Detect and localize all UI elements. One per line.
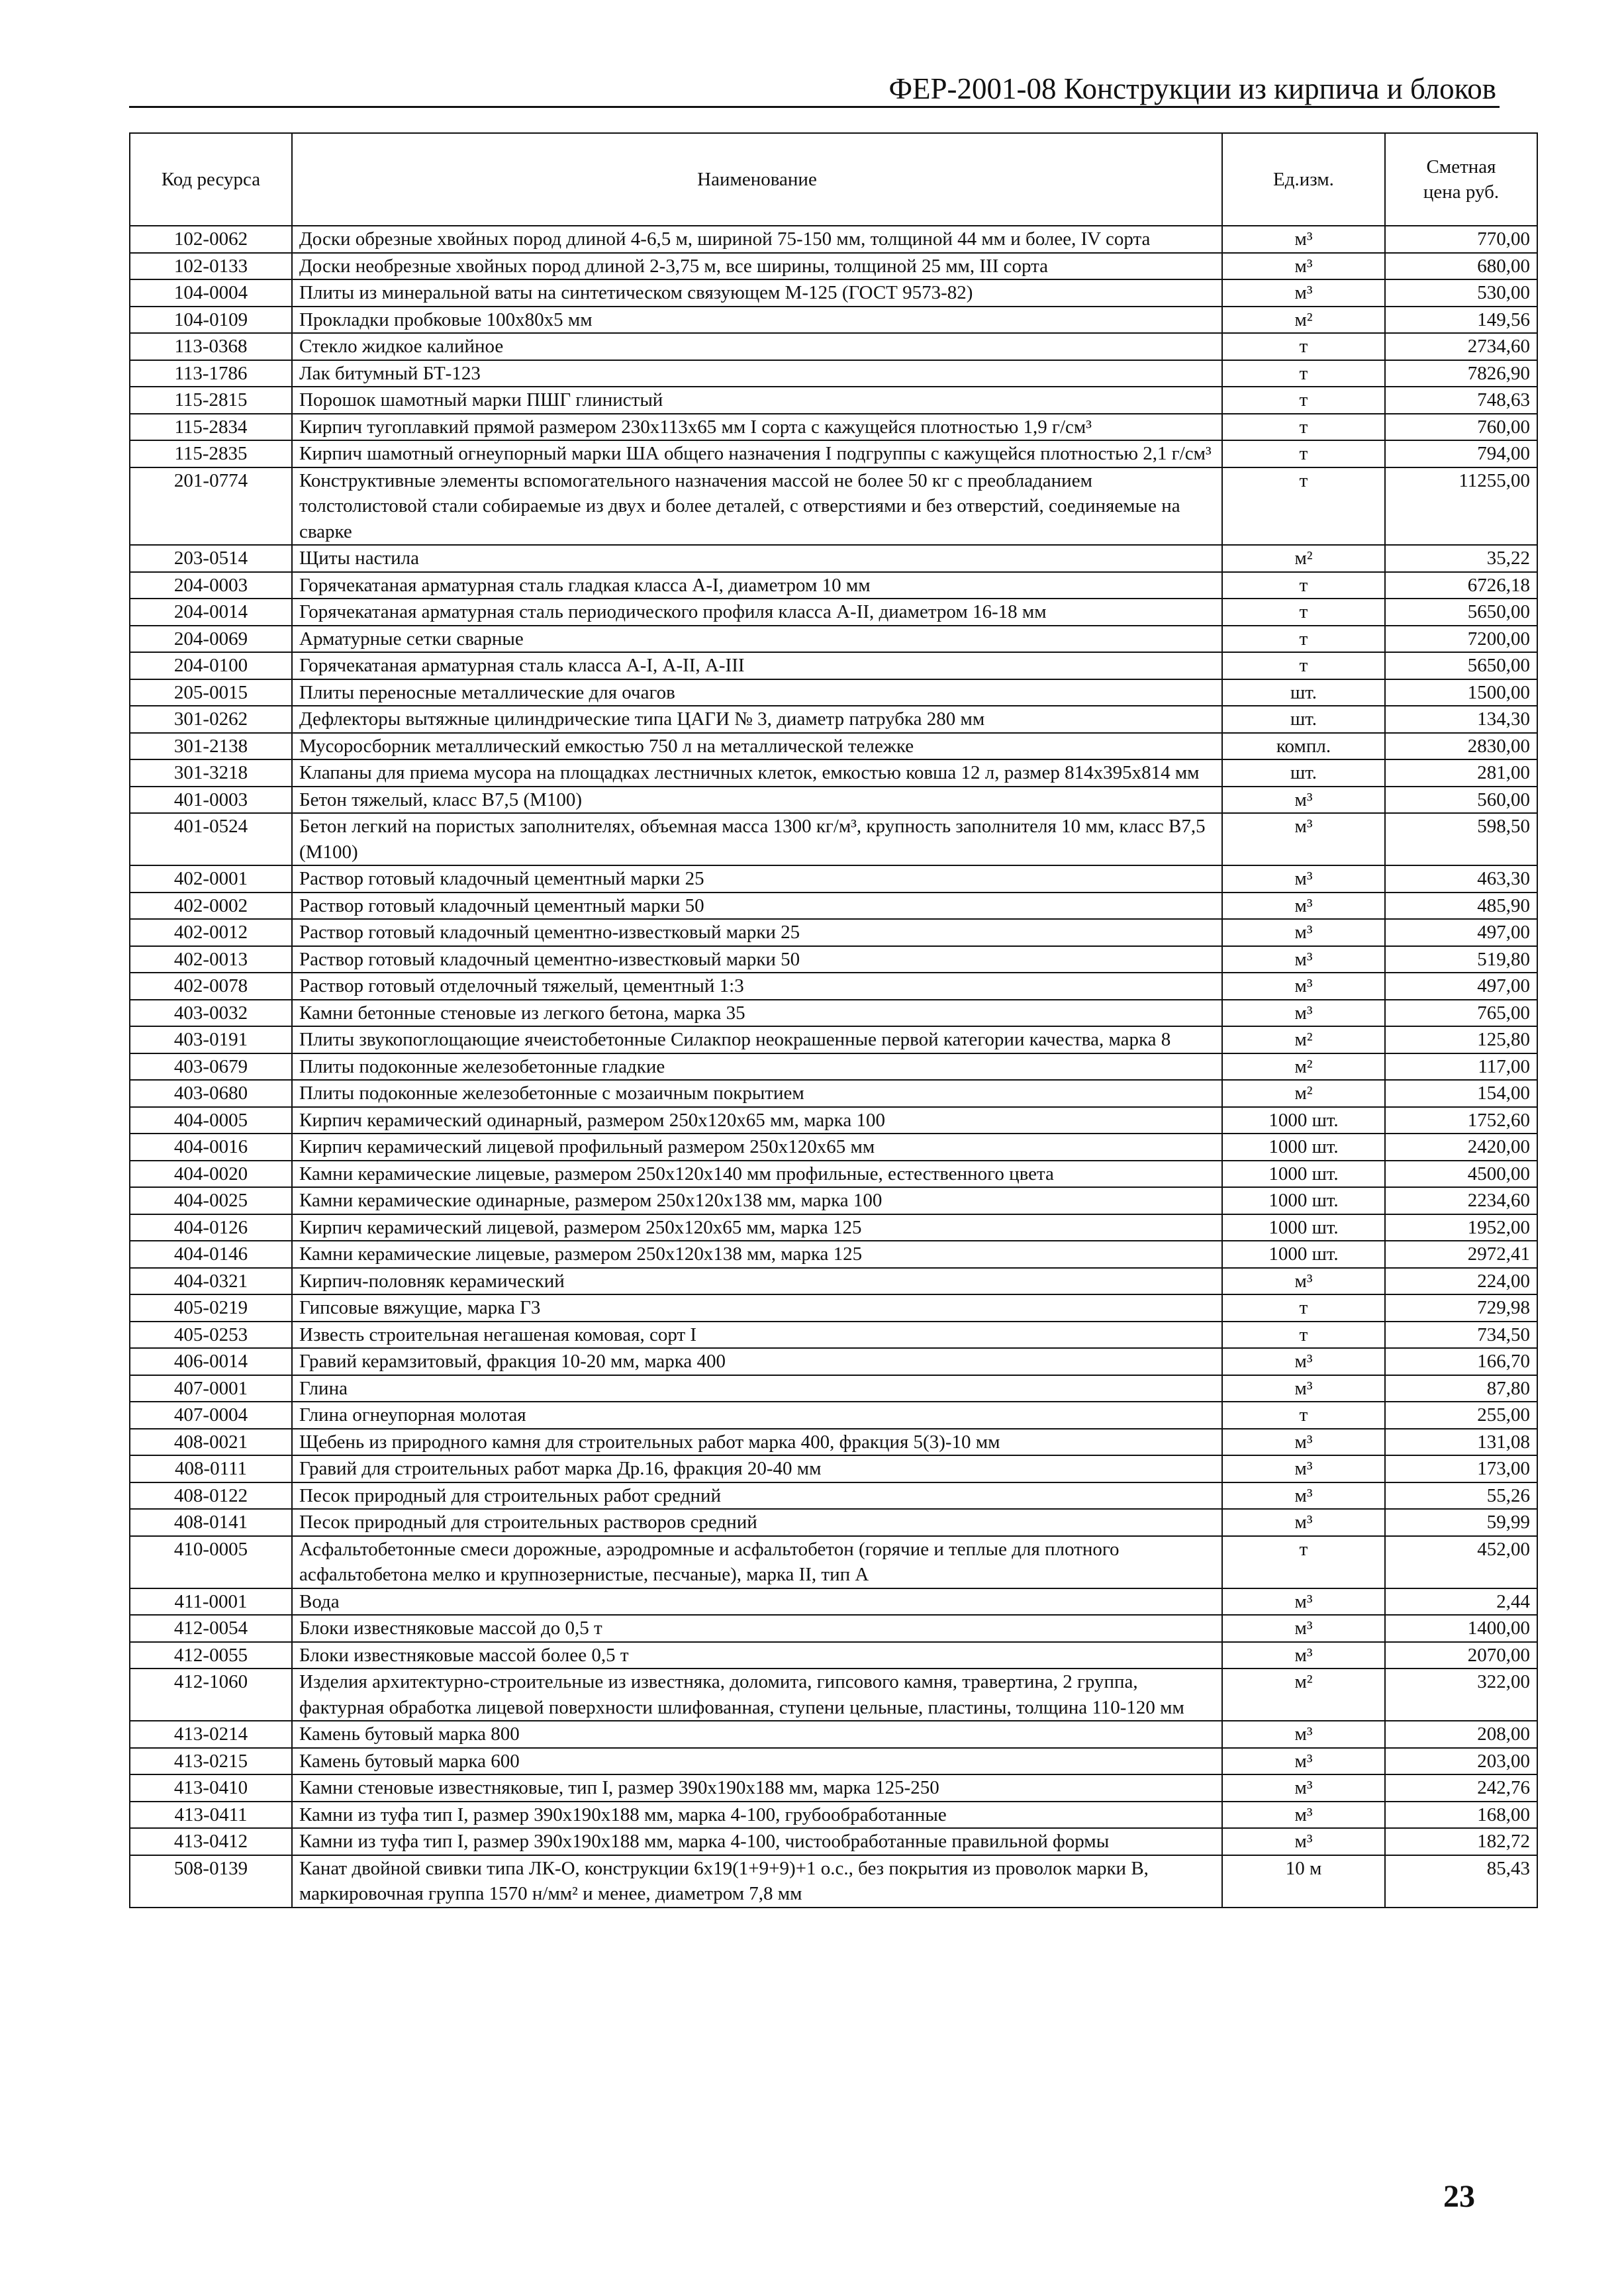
resource-name-cell: Мусоросборник металлический емкостью 750 л на металлической тележке <box>292 733 1222 760</box>
resource-code-cell: 113-0368 <box>130 333 292 360</box>
resource-name-cell: Гравий керамзитовый, фракция 10-20 мм, марка 400 <box>292 1348 1222 1375</box>
table-row <box>130 1721 1537 1748</box>
unit-cell: м³ <box>1222 919 1385 946</box>
page-header-title: ФЕР-2001-08 Конструкции из кирпича и блоков <box>888 72 1496 105</box>
price-cell: 497,00 <box>1385 973 1537 1000</box>
table-row <box>130 1748 1537 1775</box>
price-cell: 2830,00 <box>1385 733 1537 760</box>
resource-code-cell: 115-2835 <box>130 440 292 467</box>
resource-code-cell: 401-0524 <box>130 813 292 865</box>
column-header-code: Код ресурса <box>130 133 292 226</box>
resource-name-cell: Асфальтобетонные смеси дорожные, аэродромные и асфальтобетон (горячие и теплые для плотного асфальтобетона мелко и крупнозернистые, песчаные), марка II, тип А <box>292 1536 1222 1588</box>
resource-name-cell: Глина огнеупорная молотая <box>292 1402 1222 1429</box>
price-cell: 770,00 <box>1385 226 1537 253</box>
unit-cell: м³ <box>1222 1375 1385 1402</box>
price-cell: 748,63 <box>1385 387 1537 414</box>
resource-name-cell: Кирпич шамотный огнеупорный марки ША общего назначения I подгруппы с кажущейся плотностью 2,1 г/см³ <box>292 440 1222 467</box>
unit-cell: м³ <box>1222 1000 1385 1027</box>
table-row <box>130 1855 1537 1908</box>
resource-code-cell: 204-0014 <box>130 599 292 626</box>
table-row <box>130 1322 1537 1349</box>
price-cell: 1400,00 <box>1385 1615 1537 1642</box>
table-row <box>130 1268 1537 1295</box>
resource-name-cell: Канат двойной свивки типа ЛК-О, конструкции 6x19(1+9+9)+1 о.с., без покрытия из проволок марки В, маркировочная группа 1570 н/мм² и менее, диаметром 7,8 мм <box>292 1855 1222 1908</box>
price-cell: 519,80 <box>1385 946 1537 973</box>
resource-name-cell: Стекло жидкое калийное <box>292 333 1222 360</box>
table-row <box>130 865 1537 893</box>
resource-name-cell: Лак битумный БТ-123 <box>292 360 1222 387</box>
resource-code-cell: 301-2138 <box>130 733 292 760</box>
table-row <box>130 1802 1537 1829</box>
unit-cell: 1000 шт. <box>1222 1241 1385 1268</box>
price-cell: 560,00 <box>1385 787 1537 814</box>
resource-code-cell: 405-0219 <box>130 1294 292 1322</box>
unit-cell: 1000 шт. <box>1222 1187 1385 1214</box>
unit-cell: т <box>1222 467 1385 546</box>
table-row <box>130 440 1537 467</box>
unit-cell: м³ <box>1222 787 1385 814</box>
unit-cell: 1000 шт. <box>1222 1161 1385 1188</box>
table-row <box>130 1482 1537 1510</box>
resource-code-cell: 402-0002 <box>130 893 292 920</box>
table-row <box>130 414 1537 441</box>
unit-cell: м² <box>1222 307 1385 334</box>
resource-code-cell: 408-0021 <box>130 1429 292 1456</box>
resource-name-cell: Дефлекторы вытяжные цилиндрические типа ЦАГИ № 3, диаметр патрубка 280 мм <box>292 706 1222 733</box>
resource-code-cell: 201-0774 <box>130 467 292 546</box>
resource-code-cell: 413-0412 <box>130 1828 292 1855</box>
table-row <box>130 1134 1537 1161</box>
resource-name-cell: Песок природный для строительных работ средний <box>292 1482 1222 1510</box>
resource-code-cell: 402-0013 <box>130 946 292 973</box>
unit-cell: м³ <box>1222 253 1385 280</box>
resource-name-cell: Кирпич керамический одинарный, размером 250x120x65 мм, марка 100 <box>292 1107 1222 1134</box>
resource-name-cell: Плиты подоконные железобетонные гладкие <box>292 1053 1222 1081</box>
resource-code-cell: 401-0003 <box>130 787 292 814</box>
resource-code-cell: 402-0001 <box>130 865 292 893</box>
resource-name-cell: Камни стеновые известняковые, тип I, размер 390x190x188 мм, марка 125-250 <box>292 1774 1222 1802</box>
unit-cell: м³ <box>1222 1642 1385 1669</box>
unit-cell: т <box>1222 652 1385 679</box>
table-row <box>130 1642 1537 1669</box>
unit-cell: м³ <box>1222 1268 1385 1295</box>
resource-name-cell: Горячекатаная арматурная сталь класса А-I, А-II, А-III <box>292 652 1222 679</box>
resource-name-cell: Конструктивные элементы вспомогательного назначения массой не более 50 кг с преобладанием толстолистовой стали собираемые из двух и более деталей, с отверстиями и без отверстий, соединяемые на сварке <box>292 467 1222 546</box>
unit-cell: м³ <box>1222 813 1385 865</box>
resource-code-cell: 405-0253 <box>130 1322 292 1349</box>
price-cell: 125,80 <box>1385 1026 1537 1053</box>
resource-name-cell: Блоки известняковые массой более 0,5 т <box>292 1642 1222 1669</box>
price-cell: 182,72 <box>1385 1828 1537 1855</box>
resource-code-cell: 403-0680 <box>130 1080 292 1107</box>
table-header-row <box>130 133 1537 226</box>
resource-name-cell: Изделия архитектурно-строительные из известняка, доломита, гипсового камня, травертина, 2 группа, фактурная обработка лицевой поверхности шлифованная, ступени цельные, пластины, толщина 110-120 мм <box>292 1669 1222 1721</box>
unit-cell: 1000 шт. <box>1222 1214 1385 1241</box>
resource-name-cell: Горячекатаная арматурная сталь гладкая класса А-I, диаметром 10 мм <box>292 572 1222 599</box>
price-cell: 765,00 <box>1385 1000 1537 1027</box>
table-row <box>130 919 1537 946</box>
resource-name-cell: Камень бутовый марка 600 <box>292 1748 1222 1775</box>
table-row <box>130 1241 1537 1268</box>
price-cell: 5650,00 <box>1385 652 1537 679</box>
price-cell: 59,99 <box>1385 1509 1537 1536</box>
table-row <box>130 1615 1537 1642</box>
price-cell: 2972,41 <box>1385 1241 1537 1268</box>
table-row <box>130 1187 1537 1214</box>
resource-code-cell: 104-0004 <box>130 279 292 307</box>
resource-name-cell: Плиты из минеральной ваты на синтетическом связующем М-125 (ГОСТ 9573-82) <box>292 279 1222 307</box>
column-header-name: Наименование <box>292 133 1222 226</box>
unit-cell: м³ <box>1222 1721 1385 1748</box>
price-cell: 734,50 <box>1385 1322 1537 1349</box>
unit-cell: м³ <box>1222 1455 1385 1482</box>
unit-cell: м³ <box>1222 1429 1385 1456</box>
header-rule <box>129 106 1500 108</box>
resource-code-cell: 115-2815 <box>130 387 292 414</box>
table-row <box>130 1669 1537 1721</box>
table-row <box>130 1429 1537 1456</box>
table-row <box>130 706 1537 733</box>
resource-code-cell: 404-0016 <box>130 1134 292 1161</box>
resource-name-cell: Раствор готовый кладочный цементный марки 25 <box>292 865 1222 893</box>
table-row <box>130 813 1537 865</box>
resource-code-cell: 412-0054 <box>130 1615 292 1642</box>
unit-cell: м³ <box>1222 226 1385 253</box>
unit-cell: т <box>1222 387 1385 414</box>
unit-cell: м³ <box>1222 1615 1385 1642</box>
table-row <box>130 1026 1537 1053</box>
table-row <box>130 253 1537 280</box>
price-cell: 5650,00 <box>1385 599 1537 626</box>
table-row <box>130 1053 1537 1081</box>
resource-name-cell: Кирпич тугоплавкий прямой размером 230x113x65 мм I сорта с кажущейся плотностью 1,9 г/см³ <box>292 414 1222 441</box>
price-cell: 166,70 <box>1385 1348 1537 1375</box>
resource-code-cell: 408-0141 <box>130 1509 292 1536</box>
unit-cell: т <box>1222 1536 1385 1588</box>
price-cell: 134,30 <box>1385 706 1537 733</box>
resource-code-cell: 410-0005 <box>130 1536 292 1588</box>
table-row <box>130 1375 1537 1402</box>
unit-cell: т <box>1222 333 1385 360</box>
column-header-price: Сметная цена руб. <box>1385 133 1537 226</box>
unit-cell: м² <box>1222 1080 1385 1107</box>
table-row <box>130 1294 1537 1322</box>
table-row <box>130 1000 1537 1027</box>
resource-code-cell: 403-0032 <box>130 1000 292 1027</box>
resource-code-cell: 204-0003 <box>130 572 292 599</box>
resource-name-cell: Кирпич-половняк керамический <box>292 1268 1222 1295</box>
unit-cell: 1000 шт. <box>1222 1134 1385 1161</box>
resource-name-cell: Песок природный для строительных растворов средний <box>292 1509 1222 1536</box>
price-cell: 452,00 <box>1385 1536 1537 1588</box>
resource-name-cell: Бетон тяжелый, класс В7,5 (М100) <box>292 787 1222 814</box>
price-cell: 55,26 <box>1385 1482 1537 1510</box>
resource-name-cell: Камень бутовый марка 800 <box>292 1721 1222 1748</box>
resource-code-cell: 402-0078 <box>130 973 292 1000</box>
price-cell: 680,00 <box>1385 253 1537 280</box>
table-row <box>130 599 1537 626</box>
resource-name-cell: Кирпич керамический лицевой профильный размером 250x120x65 мм <box>292 1134 1222 1161</box>
unit-cell: м² <box>1222 1026 1385 1053</box>
price-cell: 2,44 <box>1385 1588 1537 1616</box>
resource-name-cell: Клапаны для приема мусора на площадках лестничных клеток, емкостью ковша 12 л, размер 814x395x814 мм <box>292 759 1222 787</box>
resource-code-cell: 407-0001 <box>130 1375 292 1402</box>
resource-code-cell: 113-1786 <box>130 360 292 387</box>
table-row <box>130 652 1537 679</box>
unit-cell: м³ <box>1222 946 1385 973</box>
unit-cell: м³ <box>1222 1509 1385 1536</box>
resource-name-cell: Камни из туфа тип I, размер 390x190x188 мм, марка 4-100, грубообработанные <box>292 1802 1222 1829</box>
price-cell: 203,00 <box>1385 1748 1537 1775</box>
resource-code-cell: 508-0139 <box>130 1855 292 1908</box>
resource-code-cell: 408-0122 <box>130 1482 292 1510</box>
resource-code-cell: 412-1060 <box>130 1669 292 1721</box>
resource-code-cell: 403-0191 <box>130 1026 292 1053</box>
table-row <box>130 307 1537 334</box>
resource-code-cell: 404-0321 <box>130 1268 292 1295</box>
resource-code-cell: 407-0004 <box>130 1402 292 1429</box>
resource-name-cell: Доски обрезные хвойных пород длиной 4-6,5 м, шириной 75-150 мм, толщиной 44 мм и более, IV сорта <box>292 226 1222 253</box>
price-cell: 87,80 <box>1385 1375 1537 1402</box>
unit-cell: м³ <box>1222 1774 1385 1802</box>
resource-name-cell: Бетон легкий на пористых заполнителях, объемная масса 1300 кг/м³, крупность заполнителя 10 мм, класс В7,5 (М100) <box>292 813 1222 865</box>
table-row <box>130 1774 1537 1802</box>
table-row <box>130 679 1537 706</box>
price-cell: 2420,00 <box>1385 1134 1537 1161</box>
price-cell: 168,00 <box>1385 1802 1537 1829</box>
unit-cell: компл. <box>1222 733 1385 760</box>
price-cell: 1752,60 <box>1385 1107 1537 1134</box>
price-cell: 7200,00 <box>1385 626 1537 653</box>
unit-cell: 1000 шт. <box>1222 1107 1385 1134</box>
price-cell: 322,00 <box>1385 1669 1537 1721</box>
table-row <box>130 360 1537 387</box>
table-row <box>130 572 1537 599</box>
table-row <box>130 973 1537 1000</box>
unit-cell: м³ <box>1222 1828 1385 1855</box>
price-cell: 598,50 <box>1385 813 1537 865</box>
resource-name-cell: Известь строительная негашеная комовая, сорт I <box>292 1322 1222 1349</box>
resource-name-cell: Плиты переносные металлические для очагов <box>292 679 1222 706</box>
unit-cell: т <box>1222 599 1385 626</box>
table-row <box>130 387 1537 414</box>
unit-cell: м³ <box>1222 1348 1385 1375</box>
resource-name-cell: Раствор готовый кладочный цементно-известковый марки 25 <box>292 919 1222 946</box>
page-number: 23 <box>1443 2179 1475 2214</box>
unit-cell: м³ <box>1222 865 1385 893</box>
resource-name-cell: Гравий для строительных работ марка Др.16, фракция 20-40 мм <box>292 1455 1222 1482</box>
price-cell: 242,76 <box>1385 1774 1537 1802</box>
resource-code-cell: 406-0014 <box>130 1348 292 1375</box>
resource-name-cell: Камни керамические лицевые, размером 250x120x138 мм, марка 125 <box>292 1241 1222 1268</box>
unit-cell: м³ <box>1222 1482 1385 1510</box>
table-body <box>130 226 1537 1908</box>
price-cell: 760,00 <box>1385 414 1537 441</box>
unit-cell: м³ <box>1222 1588 1385 1616</box>
resource-code-cell: 413-0214 <box>130 1721 292 1748</box>
unit-cell: т <box>1222 1294 1385 1322</box>
unit-cell: шт. <box>1222 706 1385 733</box>
unit-cell: т <box>1222 414 1385 441</box>
table-row <box>130 893 1537 920</box>
table-row <box>130 1161 1537 1188</box>
resource-code-cell: 204-0069 <box>130 626 292 653</box>
unit-cell: 10 м <box>1222 1855 1385 1908</box>
unit-cell: шт. <box>1222 679 1385 706</box>
price-cell: 497,00 <box>1385 919 1537 946</box>
unit-cell: т <box>1222 626 1385 653</box>
resource-code-cell: 404-0126 <box>130 1214 292 1241</box>
resource-code-cell: 404-0020 <box>130 1161 292 1188</box>
resource-code-cell: 301-3218 <box>130 759 292 787</box>
resource-code-cell: 403-0679 <box>130 1053 292 1081</box>
unit-cell: м³ <box>1222 1802 1385 1829</box>
resource-code-cell: 404-0146 <box>130 1241 292 1268</box>
unit-cell: т <box>1222 1322 1385 1349</box>
resource-name-cell: Гипсовые вяжущие, марка Г3 <box>292 1294 1222 1322</box>
unit-cell: м³ <box>1222 279 1385 307</box>
resource-name-cell: Горячекатаная арматурная сталь периодического профиля класса А-II, диаметром 16-18 мм <box>292 599 1222 626</box>
resource-code-cell: 408-0111 <box>130 1455 292 1482</box>
price-cell: 794,00 <box>1385 440 1537 467</box>
table-row <box>130 545 1537 572</box>
price-cell: 6726,18 <box>1385 572 1537 599</box>
resource-code-cell: 203-0514 <box>130 545 292 572</box>
price-cell: 281,00 <box>1385 759 1537 787</box>
price-cell: 4500,00 <box>1385 1161 1537 1188</box>
resource-name-cell: Камни керамические одинарные, размером 250x120x138 мм, марка 100 <box>292 1187 1222 1214</box>
price-cell: 1952,00 <box>1385 1214 1537 1241</box>
resource-name-cell: Арматурные сетки сварные <box>292 626 1222 653</box>
resource-code-cell: 402-0012 <box>130 919 292 946</box>
table-row <box>130 467 1537 546</box>
resource-name-cell: Раствор готовый кладочный цементный марки 50 <box>292 893 1222 920</box>
price-cell: 154,00 <box>1385 1080 1537 1107</box>
price-cell: 485,90 <box>1385 893 1537 920</box>
table-row <box>130 333 1537 360</box>
table-row <box>130 1107 1537 1134</box>
price-cell: 208,00 <box>1385 1721 1537 1748</box>
table-row <box>130 1402 1537 1429</box>
table-row <box>130 759 1537 787</box>
price-cell: 255,00 <box>1385 1402 1537 1429</box>
resource-code-cell: 204-0100 <box>130 652 292 679</box>
price-cell: 149,56 <box>1385 307 1537 334</box>
resource-code-cell: 102-0062 <box>130 226 292 253</box>
price-cell: 11255,00 <box>1385 467 1537 546</box>
resource-code-cell: 413-0215 <box>130 1748 292 1775</box>
price-cell: 2734,60 <box>1385 333 1537 360</box>
price-cell: 729,98 <box>1385 1294 1537 1322</box>
price-cell: 2070,00 <box>1385 1642 1537 1669</box>
table-row <box>130 946 1537 973</box>
price-cell: 85,43 <box>1385 1855 1537 1908</box>
resource-name-cell: Раствор готовый отделочный тяжелый, цементный 1:3 <box>292 973 1222 1000</box>
resource-code-cell: 102-0133 <box>130 253 292 280</box>
price-cell: 117,00 <box>1385 1053 1537 1081</box>
price-cell: 1500,00 <box>1385 679 1537 706</box>
table-row <box>130 626 1537 653</box>
resource-name-cell: Вода <box>292 1588 1222 1616</box>
resource-name-cell: Камни бетонные стеновые из легкого бетона, марка 35 <box>292 1000 1222 1027</box>
price-cell: 463,30 <box>1385 865 1537 893</box>
table-row <box>130 1080 1537 1107</box>
resource-code-cell: 411-0001 <box>130 1588 292 1616</box>
resource-name-cell: Блоки известняковые массой до 0,5 т <box>292 1615 1222 1642</box>
price-cell: 7826,90 <box>1385 360 1537 387</box>
unit-cell: м² <box>1222 1053 1385 1081</box>
resource-code-cell: 301-0262 <box>130 706 292 733</box>
resource-code-cell: 104-0109 <box>130 307 292 334</box>
price-cell: 2234,60 <box>1385 1187 1537 1214</box>
unit-cell: т <box>1222 360 1385 387</box>
table-row <box>130 787 1537 814</box>
price-cell: 131,08 <box>1385 1429 1537 1456</box>
resource-code-cell: 404-0005 <box>130 1107 292 1134</box>
unit-cell: т <box>1222 572 1385 599</box>
price-cell: 530,00 <box>1385 279 1537 307</box>
table-row <box>130 1828 1537 1855</box>
resource-name-cell: Камни керамические лицевые, размером 250x120x140 мм профильные, естественного цвета <box>292 1161 1222 1188</box>
table-row <box>130 1455 1537 1482</box>
table-row <box>130 1509 1537 1536</box>
resource-code-cell: 413-0411 <box>130 1802 292 1829</box>
table-row <box>130 733 1537 760</box>
table-row <box>130 226 1537 253</box>
resource-name-cell: Кирпич керамический лицевой, размером 250x120x65 мм, марка 125 <box>292 1214 1222 1241</box>
resource-code-cell: 115-2834 <box>130 414 292 441</box>
resource-table <box>129 132 1538 1908</box>
resource-code-cell: 205-0015 <box>130 679 292 706</box>
resource-name-cell: Доски необрезные хвойных пород длиной 2-3,75 м, все ширины, толщиной 25 мм, III сорта <box>292 253 1222 280</box>
resource-code-cell: 413-0410 <box>130 1774 292 1802</box>
resource-name-cell: Порошок шамотный марки ПШГ глинистый <box>292 387 1222 414</box>
table-row <box>130 1588 1537 1616</box>
table-row <box>130 1348 1537 1375</box>
price-cell: 224,00 <box>1385 1268 1537 1295</box>
resource-code-cell: 412-0055 <box>130 1642 292 1669</box>
column-header-unit: Ед.изм. <box>1222 133 1385 226</box>
resource-name-cell: Плиты звукопоглощающие ячеистобетонные Силакпор неокрашенные первой категории качества, марка 8 <box>292 1026 1222 1053</box>
unit-cell: м³ <box>1222 1748 1385 1775</box>
table-row <box>130 1214 1537 1241</box>
unit-cell: шт. <box>1222 759 1385 787</box>
price-cell: 173,00 <box>1385 1455 1537 1482</box>
unit-cell: т <box>1222 1402 1385 1429</box>
resource-name-cell: Щиты настила <box>292 545 1222 572</box>
resource-name-cell: Глина <box>292 1375 1222 1402</box>
unit-cell: м³ <box>1222 973 1385 1000</box>
resource-name-cell: Плиты подоконные железобетонные с мозаичным покрытием <box>292 1080 1222 1107</box>
price-cell: 35,22 <box>1385 545 1537 572</box>
resource-code-cell: 404-0025 <box>130 1187 292 1214</box>
table-row <box>130 1536 1537 1588</box>
resource-name-cell: Камни из туфа тип I, размер 390x190x188 мм, марка 4-100, чистообработанные правильной формы <box>292 1828 1222 1855</box>
unit-cell: м³ <box>1222 893 1385 920</box>
table-row <box>130 279 1537 307</box>
resource-name-cell: Прокладки пробковые 100x80x5 мм <box>292 307 1222 334</box>
resource-name-cell: Раствор готовый кладочный цементно-известковый марки 50 <box>292 946 1222 973</box>
unit-cell: м² <box>1222 1669 1385 1721</box>
resource-name-cell: Щебень из природного камня для строительных работ марка 400, фракция 5(3)-10 мм <box>292 1429 1222 1456</box>
unit-cell: т <box>1222 440 1385 467</box>
unit-cell: м² <box>1222 545 1385 572</box>
